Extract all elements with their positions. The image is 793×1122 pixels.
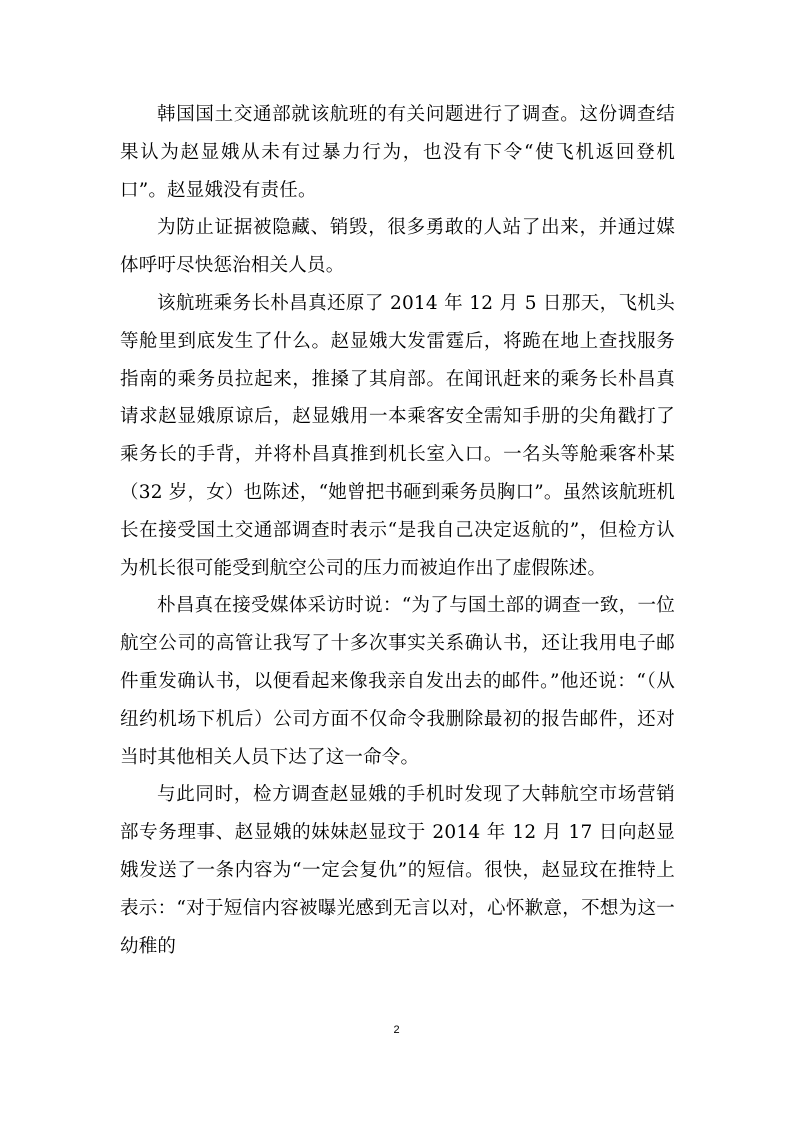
- body-text: [120, 96, 675, 965]
- paragraph-text-message: 与此同时，检方调查赵显娥的手机时发现了大韩航空市场营销部专务理事、赵显娥的妹妹赵显玟于 2014 年 12 月 17 日向赵显娥发送了一条内容为“一定会复仇”的短信。很快，赵显玟在推特上表示：“对于短信内容被曝光感到无言以对，心怀歉意，不想为这一幼稚的: [120, 784, 675, 957]
- page-number: 2: [393, 1024, 400, 1036]
- paragraph-media-interview: 朴昌真在接受媒体采访时说：“为了与国土部的调查一致，一位航空公司的高管让我写了十多次事实关系确认书，还让我用电子邮件重发确认书，以便看起来像我亲自发出去的邮件。”他还说：“（从纽约机场下机后）公司方面不仅命令我删除最初的报告邮件，还对当时其他相关人员下达了这一命令。: [120, 595, 675, 768]
- paragraph-evidence: 为防止证据被隐藏、销毁，很多勇敢的人站了出来，并通过媒体呼吁尽快惩治相关人员。: [120, 217, 675, 277]
- paragraph-investigation-result: 韩国国土交通部就该航班的有关问题进行了调查。这份调查结果认为赵显娥从未有过暴力行为，也没有下令“使飞机返回登机口”。赵显娥没有责任。: [120, 104, 675, 201]
- paragraph-purser-account: 该航班乘务长朴昌真还原了 2014 年 12 月 5 日那天，飞机头等舱里到底发生了什么。赵显娥大发雷霆后，将跪在地上查找服务指南的乘务员拉起来，推搡了其肩部。在闻讯赶来的乘务长朴昌真请求赵显娥原谅后，赵显娥用一本乘客安全需知手册的尖角戳打了乘务长的手背，并将朴昌真推到机长室入口。一名头等舱乘客朴某（32 岁，女）也陈述，“她曾把书砸到乘务员胸口”。虽然该航班机长在接受国土交通部调查时表示“是我自己决定返航的”，但检方认为机长很可能受到航空公司的压力而被迫作出了虚假陈述。: [120, 292, 675, 579]
